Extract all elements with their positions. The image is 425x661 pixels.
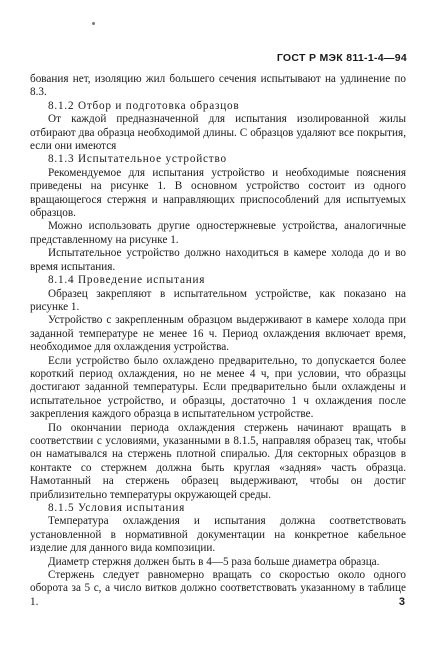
body-text	[30, 73, 406, 609]
section-heading: 8.1.3 Испытательное устройство	[48, 153, 227, 166]
paragraph: Устройство с закрепленным образцом выдерживают в камере холода при заданной температуре не менее 16 ч. Период охлаждения включает время, необходимое для охлаждения устройства.	[30, 314, 406, 354]
paragraph: Можно использовать другие одностержневые устройства, аналогичные представленному на рисунке 1.	[30, 220, 406, 246]
paragraph: Диаметр стержня должен быть в 4—5 раза больше диаметра образца.	[48, 555, 380, 568]
paragraph: Температура охлаждения и испытания должна соответствовать установленной в нормативной документации на конкретное кабельное изделие для данного вида композиции.	[30, 515, 406, 555]
paragraph: Если устройство было охлаждено предварительно, то допускается более короткий период охлаждения, но не менее 4 ч, при условии, что образцы достигают заданной температуры. Если предварительно были охлаждены и испытательное устройство, и образцы, достаточно 1 ч охлаждения после закрепления каждого образца в испытательном устройстве.	[30, 354, 406, 421]
page-number: 3	[398, 596, 405, 608]
paragraph: По окончании периода охлаждения стержень начинают вращать в соответствии с условиями, указанными в 8.1.5, направляя образец так, чтобы он наматывался на стержень плотной спиралью. Для секторных образцов в контакте со стержнем должна быть круглая «задняя» часть образца. Намотанный на стержень образец выдерживают, чтобы он достиг приблизительно температуры окружающей среды.	[30, 421, 406, 501]
scan-speck	[92, 22, 95, 25]
section-heading: 8.1.4 Проведение испытания	[48, 274, 206, 287]
paragraph: Испытательное устройство должно находиться в камере холода до и во время испытания.	[30, 247, 406, 273]
section-heading: 8.1.5 Условия испытания	[48, 502, 186, 514]
paragraph: Образец закрепляют в испытательном устройстве, как показано на рисунке 1.	[30, 287, 406, 313]
paragraph: Рекомендуемое для испытания устройство и необходимые пояснения приведены на рисунке 1. В основном устройство состоит из одного вращающегося стержня и направляющих приспособлений для испытуемых образцов.	[30, 166, 406, 220]
paragraph: Стержень следует равномерно вращать со скоростью около одного оборота за 5 с, а число витков должно соответствовать указанному в таблице 1.	[30, 569, 406, 608]
paragraph: От каждой предназначенной для испытания изолированной жилы отбирают два образца необходимой длины. С образцов удаляют все покрытия, если они имеются	[30, 113, 406, 153]
page-header: ГОСТ Р МЭК 811-1-4—94	[276, 52, 407, 64]
paragraph: бования нет, изоляцию жил большего сечения испытывают на удлинение по 8.3.	[30, 73, 406, 99]
section-heading: 8.1.2 Отбор и подготовка образцов	[48, 99, 240, 112]
